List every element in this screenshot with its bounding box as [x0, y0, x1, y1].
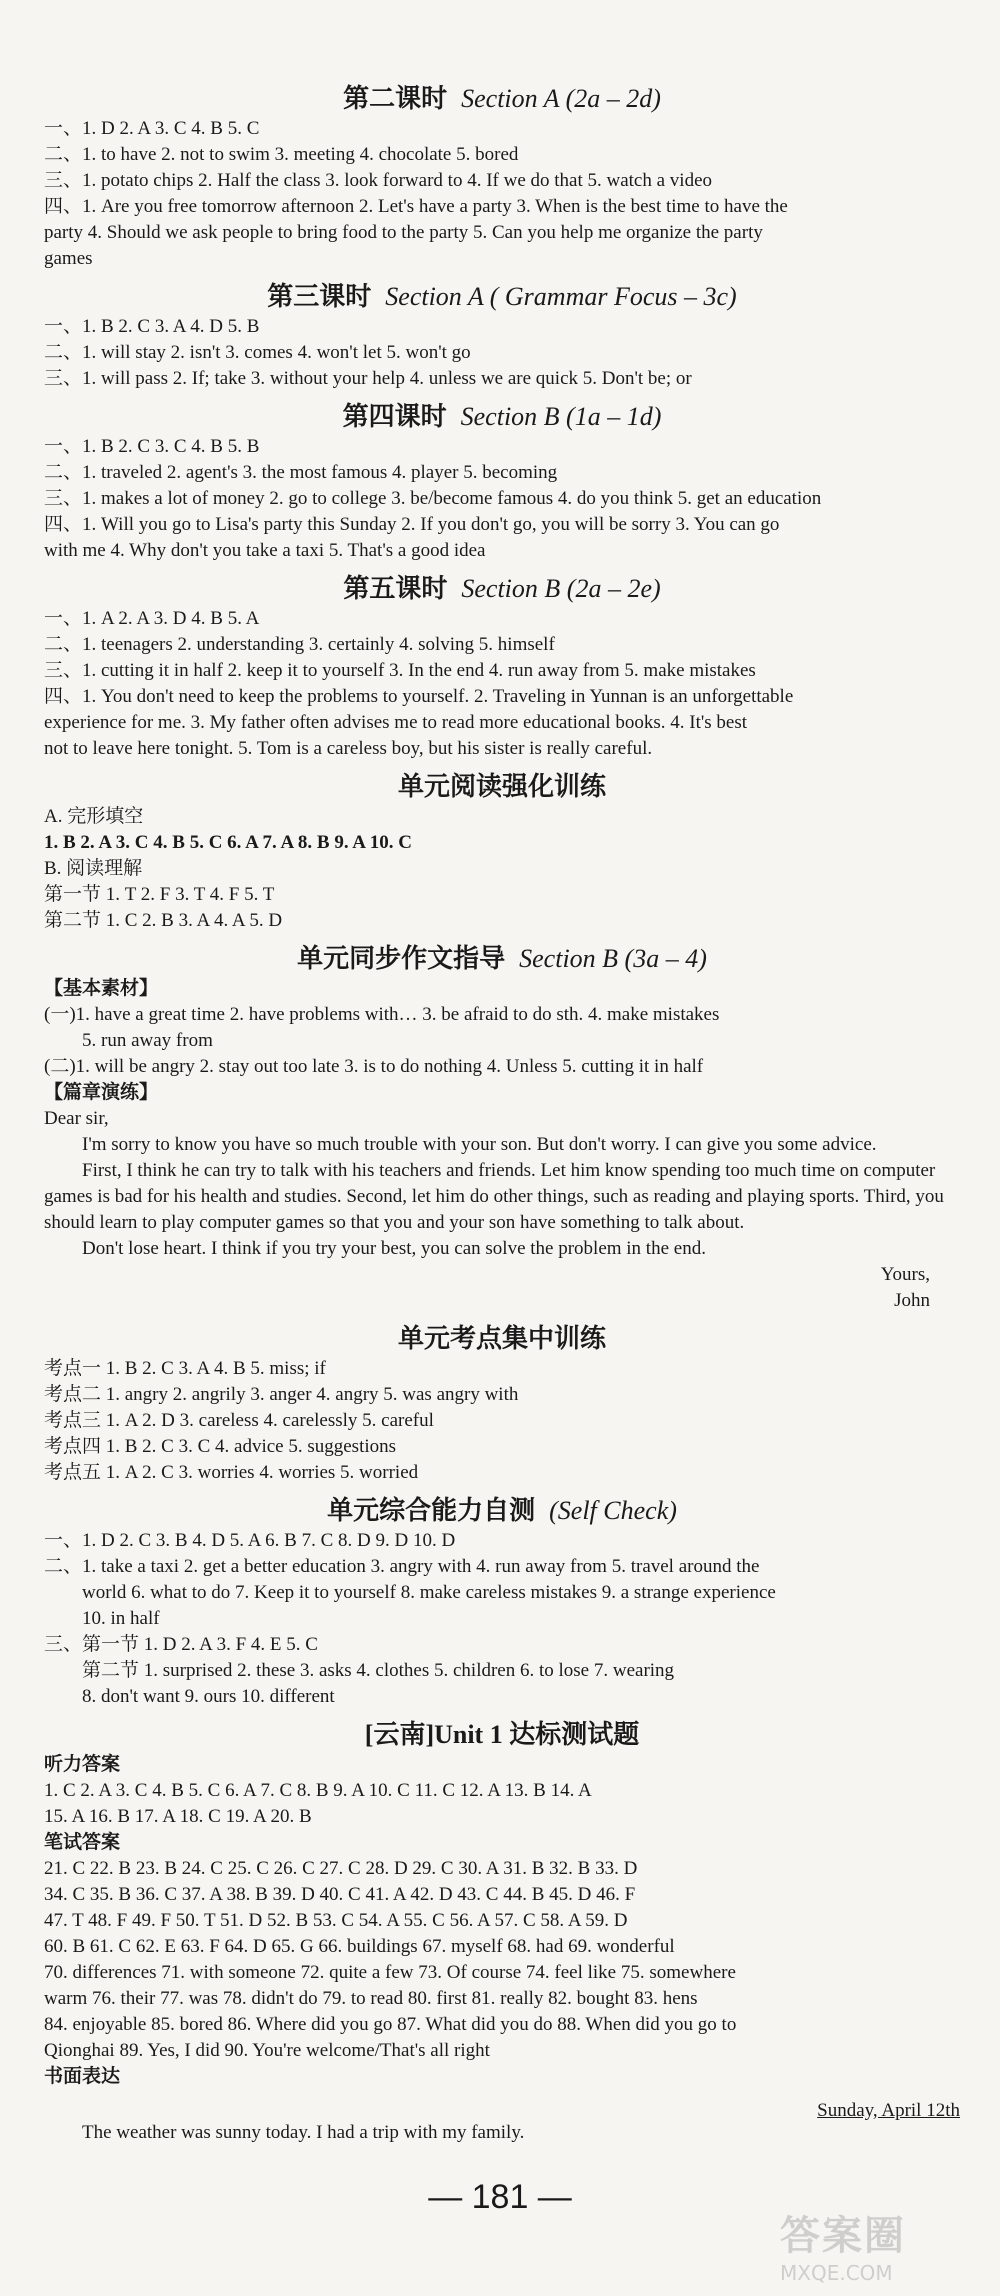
answer-line: 一、1. D 2. C 3. B 4. D 5. A 6. B 7. C 8. D 9. D 10. D — [44, 1530, 456, 1551]
essay-date: Sunday, April 12th — [817, 2100, 960, 2121]
answer-line: 考点二 1. angry 2. angrily 3. anger 4. angry 5. was angry with — [44, 1384, 519, 1405]
answer-line: 【基本素材】 — [44, 978, 159, 999]
answer-line: 二、1. take a taxi 2. get a better education 3. angry with 4. run away from 5. travel around the — [44, 1556, 760, 1577]
written-label: 笔试答案 — [44, 1832, 121, 1853]
answer-line: 10. in half — [82, 1608, 160, 1629]
answer-line: 一、1. A 2. A 3. D 4. B 5. A — [44, 608, 260, 629]
letter-paragraph: Don't lose heart. I think if you try your best, you can solve the problem in the end. — [82, 1238, 706, 1259]
answer-line: 三、1. potato chips 2. Half the class 3. look forward to 4. If we do that 5. watch a video — [44, 170, 713, 191]
watermark-url: MXQE.COM — [780, 2261, 893, 2285]
watermark-logo — [780, 2204, 980, 2285]
answer-line: 考点三 1. A 2. D 3. careless 4. carelessly 5. careful — [44, 1410, 434, 1431]
letter-closing: Yours, — [880, 1264, 930, 1285]
section-heading: 第四课时 Section B (1a – 1d) — [342, 402, 662, 431]
answer-line: 第二节 1. C 2. B 3. A 4. A 5. D — [44, 910, 283, 931]
answer-line: 1. B 2. A 3. C 4. B 5. C 6. A 7. A 8. B 9. A 10. C — [44, 832, 412, 853]
answer-line: world 6. what to do 7. Keep it to yourself 8. make careless mistakes 9. a strange experience — [82, 1582, 776, 1603]
answer-line: 第二节 1. surprised 2. these 3. asks 4. clothes 5. children 6. to lose 7. wearing — [82, 1660, 675, 1681]
section-heading: 第三课时 Section A ( Grammar Focus – 3c) — [267, 282, 737, 311]
answer-line: B. 阅读理解 — [44, 858, 143, 879]
answer-line: (二)1. will be angry 2. stay out too late 3. is to do nothing 4. Unless 5. cutting it in half — [44, 1056, 704, 1077]
answer-line: warm 76. their 77. was 78. didn't do 79. to read 80. first 81. really 82. bought 83. hens — [44, 1988, 698, 2009]
answer-line: 四、1. Are you free tomorrow afternoon 2. Let's have a party 3. When is the best time to have the — [44, 196, 788, 217]
answer-line: 三、1. makes a lot of money 2. go to college 3. be/become famous 4. do you think 5. get an education — [44, 488, 822, 509]
answer-line: 考点一 1. B 2. C 3. A 4. B 5. miss; if — [44, 1358, 326, 1379]
section-heading: 单元阅读强化训练 — [397, 772, 606, 801]
essay-first-line: The weather was sunny today. I had a trip with my family. — [82, 2122, 525, 2143]
answer-line: 二、1. teenagers 2. understanding 3. certainly 4. solving 5. himself — [44, 634, 555, 655]
answer-line: 84. enjoyable 85. bored 86. Where did you go 87. What did you do 88. When did you go to — [44, 2014, 737, 2035]
answer-line: 四、1. Will you go to Lisa's party this Sunday 2. If you don't go, you will be sorry 3. You can go — [44, 514, 780, 535]
watermark-text: 答案圈 — [780, 2213, 906, 2259]
answer-line: 三、第一节 1. D 2. A 3. F 4. E 5. C — [44, 1634, 318, 1655]
answer-line: 70. differences 71. with someone 72. quite a few 73. Of course 74. feel like 75. somewhere — [44, 1962, 736, 1983]
answer-line: 15. A 16. B 17. A 18. C 19. A 20. B — [44, 1806, 312, 1827]
answer-line: games — [44, 248, 93, 269]
answer-line: 34. C 35. B 36. C 37. A 38. B 39. D 40. C 41. A 42. D 43. C 44. B 45. D 46. F — [44, 1884, 636, 1905]
answer-line: 5. run away from — [82, 1030, 213, 1051]
letter-salutation: Dear sir, — [44, 1108, 109, 1129]
answer-line: with me 4. Why don't you take a taxi 5. That's a good idea — [44, 540, 486, 561]
answer-line: experience for me. 3. My father often advises me to read more educational books. 4. It's best — [44, 712, 748, 733]
answer-line: not to leave here tonight. 5. Tom is a careless boy, but his sister is really careful. — [44, 738, 653, 759]
answer-line: 60. B 61. C 62. E 63. F 64. D 65. G 66. buildings 67. myself 68. had 69. wonderful — [44, 1936, 675, 1957]
answer-line: 二、1. traveled 2. agent's 3. the most famous 4. player 5. becoming — [44, 462, 558, 483]
answer-page — [44, 74, 960, 2146]
section-heading: 第二课时 Section A (2a – 2d) — [343, 84, 661, 113]
answer-line: 四、1. You don't need to keep the problems to yourself. 2. Traveling in Yunnan is an unforgettable — [44, 686, 794, 707]
answer-line: 【篇章演练】 — [44, 1082, 159, 1103]
answer-line: 一、1. D 2. A 3. C 4. B 5. C — [44, 118, 260, 139]
answer-line: 二、1. will stay 2. isn't 3. comes 4. won't let 5. won't go — [44, 342, 471, 363]
answer-line: 1. C 2. A 3. C 4. B 5. C 6. A 7. C 8. B 9. A 10. C 11. C 12. A 13. B 14. A — [44, 1780, 592, 1801]
answer-line: 47. T 48. F 49. F 50. T 51. D 52. B 53. C 54. A 55. C 56. A 57. C 58. A 59. D — [44, 1910, 628, 1931]
answer-line: 考点四 1. B 2. C 3. C 4. advice 5. suggestions — [44, 1436, 397, 1457]
letter-paragraph: I'm sorry to know you have so much trouble with your son. But don't worry. I can give you some advice. — [82, 1134, 877, 1155]
essay-label: 书面表达 — [44, 2066, 121, 2087]
section-heading: [云南]Unit 1 达标测试题 — [364, 1720, 640, 1749]
answer-line: 三、1. cutting it in half 2. keep it to yourself 3. In the end 4. run away from 5. make mistakes — [44, 660, 756, 681]
page-number: — 181 — — [428, 2178, 572, 2216]
answer-line: 第一节 1. T 2. F 3. T 4. F 5. T — [44, 884, 275, 905]
section-heading: 单元综合能力自测 (Self Check) — [327, 1496, 677, 1525]
section-heading: 单元同步作文指导 Section B (3a – 4) — [297, 944, 707, 973]
answer-line: 三、1. will pass 2. If; take 3. without your help 4. unless we are quick 5. Don't be; or — [44, 368, 692, 389]
answer-line: (一)1. have a great time 2. have problems with… 3. be afraid to do sth. 4. make mistakes — [44, 1004, 720, 1025]
answer-line: Qionghai 89. Yes, I did 90. You're welcome/That's all right — [44, 2040, 490, 2061]
section-heading: 单元考点集中训练 — [397, 1324, 606, 1353]
answer-line: A. 完形填空 — [44, 806, 144, 827]
answer-line: 考点五 1. A 2. C 3. worries 4. worries 5. worried — [44, 1462, 419, 1483]
answer-line: 一、1. B 2. C 3. A 4. D 5. B — [44, 316, 260, 337]
listening-label: 听力答案 — [44, 1754, 121, 1775]
answer-line: 一、1. B 2. C 3. C 4. B 5. B — [44, 436, 260, 457]
answer-line: party 4. Should we ask people to bring food to the party 5. Can you help me organize the party — [44, 222, 763, 243]
answer-line: 二、1. to have 2. not to swim 3. meeting 4. chocolate 5. bored — [44, 144, 519, 165]
letter-signature: John — [894, 1290, 930, 1311]
letter-paragraph: First, I think he can try to talk with his teachers and friends. Let him know spending too much time on computer games is bad for his health and studies. Second, let him do other things, such as reading and playing sports. Third, you should learn to play computer games so that you and your son have something to talk about. — [44, 1160, 944, 1233]
answer-line: 8. don't want 9. ours 10. different — [82, 1686, 335, 1707]
answer-line: 21. C 22. B 23. B 24. C 25. C 26. C 27. C 28. D 29. C 30. A 31. B 32. B 33. D — [44, 1858, 638, 1879]
section-heading: 第五课时 Section B (2a – 2e) — [343, 574, 661, 603]
